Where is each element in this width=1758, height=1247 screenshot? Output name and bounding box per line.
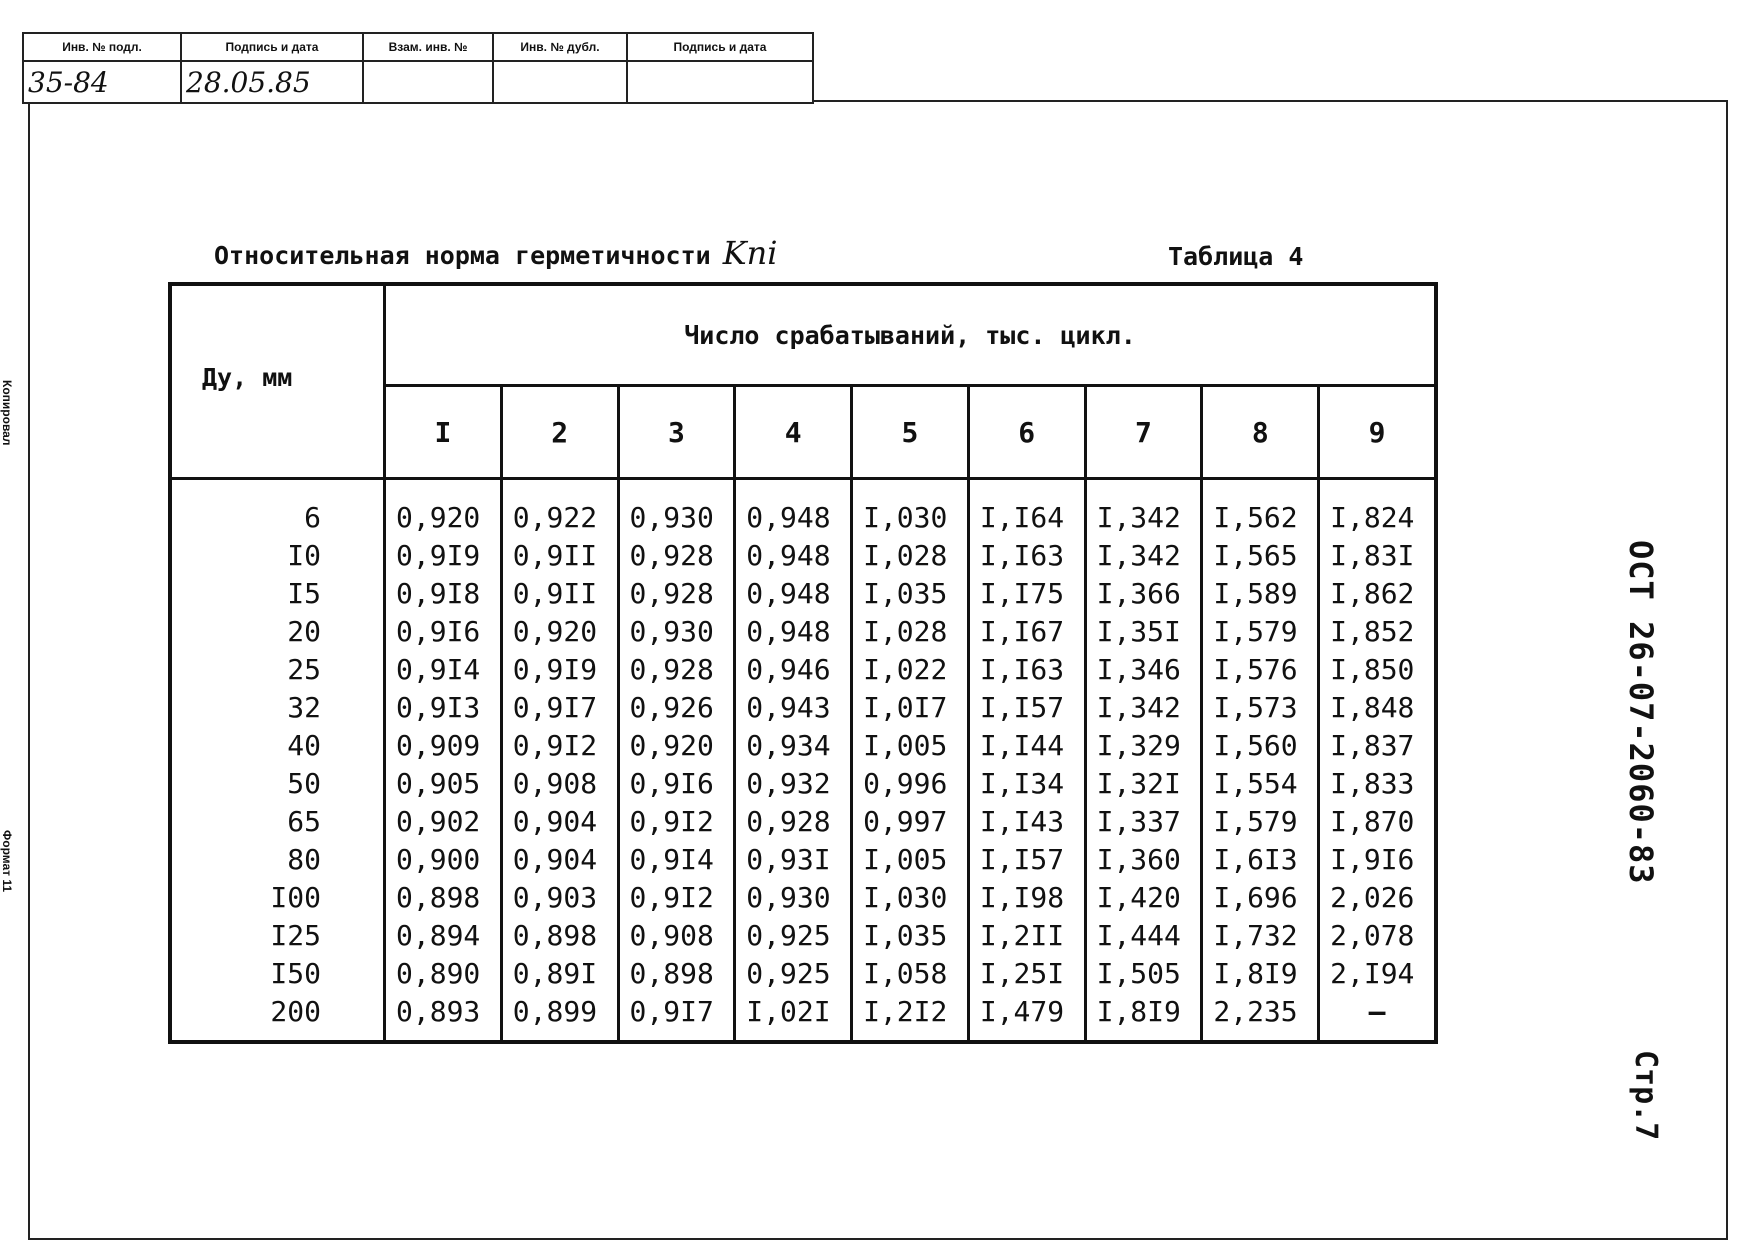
value-cell: 0,932 [735,764,852,802]
table-row [170,764,1436,802]
value-cell: 0,899 [501,992,618,1042]
value-cell: I,573 [1202,688,1319,726]
value-cell: 0,905 [385,764,502,802]
value-cell: 0,9I3 [385,688,502,726]
value-cell: I,9I6 [1319,840,1436,878]
value-cell: 0,9I4 [618,840,735,878]
value-cell: I,0I7 [852,688,969,726]
du-cell: I50 [170,954,385,992]
approval-stamp [22,32,814,104]
value-cell: I,I64 [968,479,1085,537]
value-cell: I,I34 [968,764,1085,802]
value-cell: I,I57 [968,840,1085,878]
column-header: 2 [501,386,618,479]
du-header: Ду, мм [170,284,385,479]
value-cell: I,833 [1319,764,1436,802]
value-cell: I,444 [1085,916,1202,954]
value-cell: I,I63 [968,650,1085,688]
value-cell: 0,920 [618,726,735,764]
value-cell: 0,900 [385,840,502,878]
table-number-label: Таблица 4 [1168,242,1304,271]
stamp-value-inv-orig: 35-84 [23,61,181,103]
du-cell: 40 [170,726,385,764]
value-cell: I,589 [1202,574,1319,612]
value-cell: 0,89I [501,954,618,992]
value-cell: 0,920 [385,479,502,537]
table-row [170,954,1436,992]
value-cell: 0,9I9 [385,536,502,574]
value-cell: 2,026 [1319,878,1436,916]
table-caption [214,234,777,272]
value-cell: I,837 [1319,726,1436,764]
table-body [170,479,1436,1043]
column-header: 3 [618,386,735,479]
format-label: Формат 11 [0,830,14,893]
caption-text: Относительная норма герметичности [214,241,711,270]
value-cell: I,I44 [968,726,1085,764]
stamp-value-sign-date: 28.05.85 [181,61,363,103]
du-cell: I25 [170,916,385,954]
value-cell: I,342 [1085,536,1202,574]
stamp-header-sign-date-2: Подпись и дата [627,33,813,61]
table-row [170,650,1436,688]
table-row [170,536,1436,574]
table-row [170,840,1436,878]
value-cell: 0,9I2 [501,726,618,764]
value-cell: 0,890 [385,954,502,992]
du-cell: I0 [170,536,385,574]
value-cell: 0,894 [385,916,502,954]
value-cell: 0,904 [501,840,618,878]
value-cell: 0,926 [618,688,735,726]
tightness-norm-table [168,282,1438,1044]
page-number: Стр.7 [1628,1050,1663,1141]
table-row [170,574,1436,612]
value-cell: 0,920 [501,612,618,650]
value-cell: 0,9I6 [618,764,735,802]
table-row [170,992,1436,1042]
value-cell: I,420 [1085,878,1202,916]
copied-by-label: Копировал [0,380,14,446]
value-cell: I,565 [1202,536,1319,574]
value-cell: I,824 [1319,479,1436,537]
table-row [170,726,1436,764]
value-cell: I,6I3 [1202,840,1319,878]
value-cell: 0,930 [735,878,852,916]
column-header: I [385,386,502,479]
du-cell: 50 [170,764,385,802]
value-cell: I,83I [1319,536,1436,574]
value-cell: I,035 [852,574,969,612]
value-cell: 0,904 [501,802,618,840]
value-cell: I,028 [852,536,969,574]
value-cell: I,505 [1085,954,1202,992]
value-cell: I,02I [735,992,852,1042]
column-header: 9 [1319,386,1436,479]
value-cell: 0,9I8 [385,574,502,612]
value-cell: I,870 [1319,802,1436,840]
document-code: ОСТ 26-07-2060-83 [1622,540,1660,885]
stamp-header-inv-dup: Инв. № дубл. [493,33,627,61]
value-cell: 0,9I7 [618,992,735,1042]
column-header: 8 [1202,386,1319,479]
value-cell: I,005 [852,840,969,878]
value-cell: 2,078 [1319,916,1436,954]
value-cell: 0,9I9 [501,650,618,688]
table-row [170,802,1436,840]
value-cell: 0,922 [501,479,618,537]
value-cell: 0,9II [501,574,618,612]
value-cell: 0,928 [735,802,852,840]
value-cell: I,696 [1202,878,1319,916]
value-cell: I,058 [852,954,969,992]
value-cell: 0,9I2 [618,878,735,916]
caption-symbol: Kni [722,234,778,272]
value-cell: I,8I9 [1202,954,1319,992]
value-cell: 0,928 [618,574,735,612]
value-cell: I,I98 [968,878,1085,916]
du-cell: 25 [170,650,385,688]
column-header: 4 [735,386,852,479]
value-cell: I,850 [1319,650,1436,688]
value-cell: 0,925 [735,954,852,992]
du-cell: 20 [170,612,385,650]
value-cell: I,579 [1202,802,1319,840]
value-cell: 0,908 [501,764,618,802]
value-cell: I,554 [1202,764,1319,802]
value-cell: I,035 [852,916,969,954]
value-cell: 0,9II [501,536,618,574]
stamp-value-replaced-inv [363,61,493,103]
value-cell: 0,9I4 [385,650,502,688]
value-cell: I,360 [1085,840,1202,878]
value-cell: 0,9I2 [618,802,735,840]
value-cell: 0,928 [618,650,735,688]
value-cell: I,579 [1202,612,1319,650]
value-cell: 0,898 [385,878,502,916]
value-cell: 0,928 [618,536,735,574]
value-cell: I,562 [1202,479,1319,537]
value-cell: I,862 [1319,574,1436,612]
value-cell: 0,948 [735,612,852,650]
value-cell: 0,930 [618,479,735,537]
value-cell: I,25I [968,954,1085,992]
value-cell: 0,9I6 [385,612,502,650]
value-cell: 0,903 [501,878,618,916]
value-cell: 0,908 [618,916,735,954]
value-cell: I,030 [852,878,969,916]
value-cell: I,342 [1085,479,1202,537]
value-cell: I,028 [852,612,969,650]
value-cell: 0,902 [385,802,502,840]
value-cell: 0,898 [618,954,735,992]
value-cell: I,346 [1085,650,1202,688]
cycles-group-header: Число срабатываний, тыс. цикл. [385,284,1437,386]
table-row [170,916,1436,954]
value-cell: I,I43 [968,802,1085,840]
du-cell: 65 [170,802,385,840]
du-cell: 32 [170,688,385,726]
value-cell: I,2I2 [852,992,969,1042]
value-cell: I,337 [1085,802,1202,840]
value-cell: 0,948 [735,536,852,574]
value-cell: 0,948 [735,574,852,612]
stamp-header-replaced-inv: Взам. инв. № [363,33,493,61]
value-cell: 0,925 [735,916,852,954]
value-cell: I,342 [1085,688,1202,726]
value-cell: 0,893 [385,992,502,1042]
value-cell: I,8I9 [1085,992,1202,1042]
table-row [170,688,1436,726]
value-cell: 0,997 [852,802,969,840]
value-cell: 2,I94 [1319,954,1436,992]
stamp-header-sign-date: Подпись и дата [181,33,363,61]
value-cell: I,852 [1319,612,1436,650]
value-cell: I,022 [852,650,969,688]
du-cell: I00 [170,878,385,916]
value-cell: 0,909 [385,726,502,764]
value-cell: 2,235 [1202,992,1319,1042]
table-row [170,878,1436,916]
value-cell: 0,948 [735,479,852,537]
value-cell: I,I67 [968,612,1085,650]
value-cell: I,I63 [968,536,1085,574]
value-cell: I,030 [852,479,969,537]
du-cell: 6 [170,479,385,537]
du-cell: 80 [170,840,385,878]
column-header: 5 [852,386,969,479]
value-cell: 0,93I [735,840,852,878]
du-cell: 200 [170,992,385,1042]
column-header: 7 [1085,386,1202,479]
value-cell: I,560 [1202,726,1319,764]
value-cell: I,35I [1085,612,1202,650]
value-cell: I,366 [1085,574,1202,612]
value-cell: 0,930 [618,612,735,650]
value-cell: 0,946 [735,650,852,688]
value-cell: 0,943 [735,688,852,726]
column-header: 6 [968,386,1085,479]
stamp-value-sign-date-2 [627,61,813,103]
value-cell: I,32I [1085,764,1202,802]
value-cell: I,I57 [968,688,1085,726]
value-cell: 0,934 [735,726,852,764]
value-cell: 0,9I7 [501,688,618,726]
stamp-header-inv-orig: Инв. № подл. [23,33,181,61]
value-cell: 0,898 [501,916,618,954]
value-cell: I,2II [968,916,1085,954]
value-cell: I,I75 [968,574,1085,612]
table-row [170,612,1436,650]
value-cell: I,479 [968,992,1085,1042]
table-row [170,479,1436,537]
du-cell: I5 [170,574,385,612]
value-cell: I,732 [1202,916,1319,954]
value-cell: I,005 [852,726,969,764]
stamp-value-inv-dup [493,61,627,103]
value-cell: I,848 [1319,688,1436,726]
value-cell: – [1319,992,1436,1042]
value-cell: I,329 [1085,726,1202,764]
value-cell: 0,996 [852,764,969,802]
value-cell: I,576 [1202,650,1319,688]
